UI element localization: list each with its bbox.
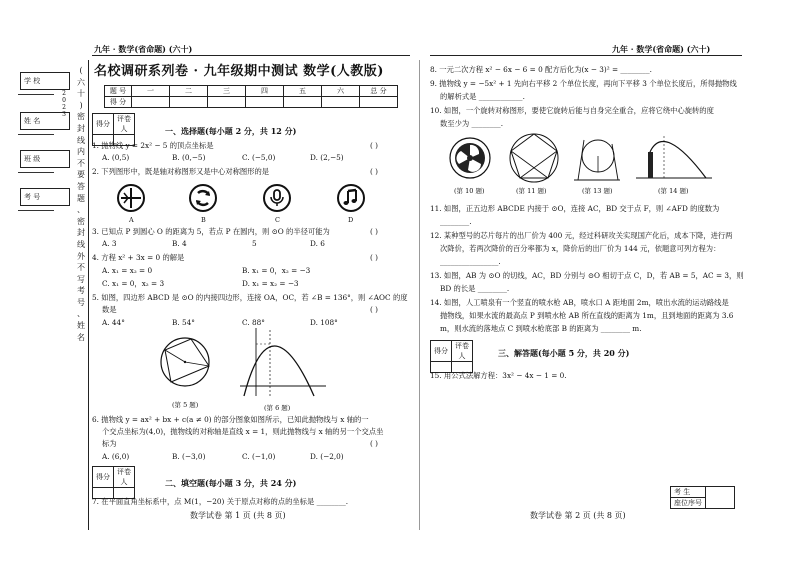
score-input-cell[interactable]	[322, 97, 360, 108]
header-rule-right	[430, 55, 742, 56]
q6-option-b[interactable]: B. (−3,0)	[172, 452, 206, 461]
q6-option-a[interactable]: A. (6,0)	[102, 452, 130, 461]
q2-label-b: B	[201, 216, 206, 224]
section-2-heading: 二、填空题(每小题 3 分，共 24 分)	[165, 478, 297, 488]
sealing-char: 姓	[77, 321, 85, 331]
name-field: 姓 名	[20, 112, 70, 130]
sealing-char: 名	[77, 332, 85, 342]
question-6: 6. 抛物线 y = ax² + bx + c(a ≠ 0) 的部分图象如图所示，已知此抛物线与 x 轴的一	[92, 415, 369, 424]
microphone-icon[interactable]	[262, 183, 292, 213]
figure-5-caption: (第 5 题)	[172, 401, 199, 409]
answer-bracket[interactable]: ( )	[370, 227, 379, 236]
sealing-char: 、	[77, 205, 85, 215]
question-4: 4. 方程 x² + 3x = 0 的解是	[92, 253, 185, 262]
class-line	[18, 172, 54, 173]
question-5-cont: 数是	[102, 305, 117, 314]
class-field: 班 级	[20, 150, 70, 168]
sealing-char: 、	[77, 309, 85, 319]
score-input-cell[interactable]	[360, 97, 398, 108]
q4-option-c[interactable]: C. x₁ = 0，x₂ = 3	[102, 279, 165, 288]
q6-option-d[interactable]: D. (−2,0)	[310, 452, 344, 461]
question-12-cont2: ________________.	[440, 257, 501, 266]
score-header-cell: 五	[284, 86, 322, 97]
figure-13-caption: (第 13 题)	[582, 187, 613, 195]
score-input-cell[interactable]	[284, 97, 322, 108]
figure-13-tangent	[570, 130, 626, 184]
q1-option-d[interactable]: D. (2,−5)	[310, 153, 344, 162]
score-header-cell: 总 分	[360, 86, 398, 97]
score-input-cell[interactable]	[246, 97, 284, 108]
sealing-char: 写	[77, 274, 85, 284]
figure-10-caption: (第 10 题)	[454, 187, 485, 195]
question-10: 10. 如图，一个旋转对称图形，要使它旋转后能与自身完全重合，应将它绕中心旋转的度	[430, 106, 714, 115]
sealing-char: 外	[77, 251, 85, 261]
page-title: 名校调研系列卷 · 九年级期中测试 数学(人教版)	[94, 64, 384, 79]
seat-number-box	[670, 486, 735, 509]
figure-11-pentagon	[506, 130, 562, 184]
q6-option-c[interactable]: C. (−1,0)	[242, 452, 276, 461]
sealing-char: 密	[77, 112, 85, 122]
sealing-char: 封	[77, 123, 85, 133]
question-6-cont2: 标为	[102, 439, 117, 448]
question-6-cont: 个交点坐标为(4,0)，抛物线的对称轴是直线 x = 1，则此抛物线与 x 轴的另一个交点坐	[102, 427, 384, 436]
grader-reviewer-label: 评卷人	[114, 467, 135, 488]
page-1-footer: 数学试卷 第 1 页 (共 8 页)	[190, 511, 286, 520]
sealing-char: 内	[77, 147, 85, 157]
grader-score-label: 得分	[431, 341, 452, 362]
score-row-label: 得 分	[105, 97, 132, 108]
question-7: 7. 在平面直角坐标系中，点 M(1，−20) 关于原点对称的点的坐标是 ________.	[92, 497, 349, 506]
sealing-char: 号	[77, 297, 85, 307]
question-13-cont: BD 的长是 ________.	[440, 284, 510, 293]
q5-option-a[interactable]: A. 44°	[102, 318, 125, 327]
q5-option-d[interactable]: D. 108°	[310, 318, 338, 327]
grader-score-label: 得分	[93, 467, 114, 488]
q4-option-a[interactable]: A. x₁ = x₂ = 0	[102, 266, 153, 275]
left-header: 九年 · 数学(省命题) (六十)	[94, 44, 193, 54]
score-input-cell[interactable]	[132, 97, 170, 108]
q2-label-d: D	[348, 216, 354, 224]
school-field: 学 校	[20, 72, 70, 90]
seat-number-input[interactable]	[706, 487, 735, 509]
q1-option-b[interactable]: B. (0,−5)	[172, 153, 206, 162]
sealing-char: 线	[77, 135, 85, 145]
sealing-char: (	[79, 66, 83, 75]
score-header-cell: 二	[170, 86, 208, 97]
section-1-heading: 一、选择题(每小题 2 分，共 12 分)	[165, 126, 297, 136]
question-12-cont: 次降价，若两次降价的百分率都为 x，降价后的出厂价为 144 元，依题意可列方程为：	[440, 244, 721, 253]
answer-bracket[interactable]: ( )	[370, 439, 379, 448]
figure-5-circle	[155, 330, 215, 394]
score-header-cell: 一	[132, 86, 170, 97]
figure-10-rotation	[448, 136, 492, 180]
q4-option-d[interactable]: D. x₁ = x₂ = −3	[242, 279, 299, 288]
grader-reviewer-label: 评卷人	[114, 114, 135, 135]
sealing-char: )	[79, 100, 83, 110]
stamp-exam-label: 考 生	[671, 487, 706, 498]
score-header-cell: 四	[246, 86, 284, 97]
score-header-cell: 题 号	[105, 86, 132, 97]
figure-14-caption: (第 14 题)	[658, 187, 689, 195]
name-line	[18, 134, 54, 135]
figure-14-fountain	[634, 130, 714, 184]
score-header-cell: 三	[208, 86, 246, 97]
q3-option-d[interactable]: D. 6	[310, 239, 325, 248]
q2-label-a: A	[129, 216, 134, 224]
q3-option-c[interactable]: 5	[252, 239, 257, 248]
question-14: 14. 如图，人工喷泉有一个竖直的喷水枪 AB，喷水口 A 距地面 2m，喷出水流的运动路线是	[430, 298, 729, 307]
refresh-icon[interactable]	[188, 183, 218, 213]
answer-bracket[interactable]: ( )	[370, 305, 379, 314]
sealing-instructions	[76, 65, 86, 343]
sealing-char: 题	[77, 193, 85, 203]
page-divider	[419, 60, 420, 530]
figure-6-parabola	[236, 326, 328, 398]
sealing-char: 不	[77, 263, 85, 273]
q4-option-b[interactable]: B. x₁ = 0，x₂ = −3	[242, 266, 311, 275]
answer-bracket[interactable]: ( )	[370, 141, 379, 150]
question-12: 12. 某种型号的芯片每片的出厂价为 400 元，经过科研攻关实现国产化后，成本下降，进行两	[430, 231, 733, 240]
q3-option-a[interactable]: A. 3	[102, 239, 117, 248]
music-note-icon[interactable]	[336, 183, 366, 213]
sealing-char: 封	[77, 228, 85, 238]
question-14-cont: 抛物线，如果水流的最高点 P 到喷水枪 AB 所在直线的距离为 1m，且到地面的距离为 3.6	[440, 311, 734, 320]
question-3: 3. 已知点 P 到圆心 O 的距离为 5，若点 P 在圆内，则 ⊙O 的半径可能为	[92, 227, 330, 236]
exam-number-field: 考 号	[20, 188, 70, 206]
school-line	[18, 94, 54, 95]
q1-option-c[interactable]: C. (−5,0)	[242, 153, 276, 162]
right-header: 九年 · 数学(省命题) (六十)	[612, 44, 711, 54]
q2-label-c: C	[275, 216, 280, 224]
figure-11-caption: (第 11 题)	[516, 187, 547, 195]
answer-bracket[interactable]: ( )	[370, 253, 379, 262]
question-8: 8. 一元二次方程 x² − 6x − 6 = 0 配方后化为(x − 3)² = ________.	[430, 65, 652, 74]
sealing-char: 线	[77, 239, 85, 249]
page-2-footer: 数学试卷 第 2 页 (共 8 页)	[530, 511, 626, 520]
grader-reviewer-label: 评卷人	[452, 341, 473, 362]
question-14-cont2: m，则水流的落地点 C 到喷水枪底部 B 的距离为 ________ m.	[440, 324, 642, 333]
sealing-char: 考	[77, 286, 85, 296]
q5-option-b[interactable]: B. 54°	[172, 318, 195, 327]
q3-option-b[interactable]: B. 4	[172, 239, 187, 248]
question-9: 9. 抛物线 y = −5x² + 1 先向右平移 2 个单位长度，再向下平移 3 个单位长度后，所得抛物线	[430, 79, 737, 88]
score-input-cell[interactable]	[208, 97, 246, 108]
circle-cross-icon[interactable]	[116, 183, 146, 213]
sealing-char: 六	[77, 77, 85, 87]
score-input-cell[interactable]	[170, 97, 208, 108]
question-13: 13. 如图，AB 为 ⊙O 的切线，AC，BD 分别与 ⊙O 相切于点 C，D，若 AB = 5，AC = 3，则	[430, 271, 744, 280]
question-11: 11. 如图，正五边形 ABCDE 内接于 ⊙O，连接 AC，BD 交于点 F，则 ∠AFD 的度数为	[430, 204, 720, 213]
sealing-char: 不	[77, 158, 85, 168]
binding-line	[88, 60, 89, 530]
score-table	[104, 85, 398, 108]
question-15: 15. 用公式法解方程：3x² − 4x − 1 = 0.	[430, 371, 567, 380]
binding-sidebar	[2, 60, 72, 500]
score-header-cell: 六	[322, 86, 360, 97]
question-10-cont: 数至少为 ________.	[440, 119, 504, 128]
exam-number-line	[18, 210, 54, 211]
q1-option-a[interactable]: A. (0,5)	[102, 153, 130, 162]
serial-number: 2 0 2 3	[62, 90, 66, 118]
question-5: 5. 如图，四边形 ABCD 是 ⊙O 的内接四边形，连接 OA，OC，若 ∠B = 136°，则 ∠AOC 的度	[92, 293, 408, 302]
q5-option-c[interactable]: C. 88°	[242, 318, 265, 327]
sealing-char: 十	[77, 89, 85, 99]
section-3-heading: 三、解答题(每小题 5 分，共 20 分)	[498, 348, 630, 358]
grader-score-label: 得分	[93, 114, 114, 135]
question-11-cont: ________.	[440, 217, 472, 226]
sealing-char: 密	[77, 216, 85, 226]
answer-bracket[interactable]: ( )	[370, 167, 379, 176]
header-rule-left	[92, 55, 410, 56]
question-2: 2. 下列图形中，既是轴对称图形又是中心对称图形的是	[92, 167, 270, 176]
sealing-char: 答	[77, 181, 85, 191]
question-1: 1. 抛物线 y = 2x² − 5 的顶点坐标是	[92, 141, 214, 150]
stamp-seat-label: 座位序号	[671, 498, 706, 509]
grader-box-2	[92, 466, 135, 499]
figure-6-caption: (第 6 题)	[264, 404, 291, 412]
sealing-char: 要	[77, 170, 85, 180]
grader-box-3	[430, 340, 473, 373]
question-9-cont: 的解析式是 ____________.	[440, 92, 525, 101]
